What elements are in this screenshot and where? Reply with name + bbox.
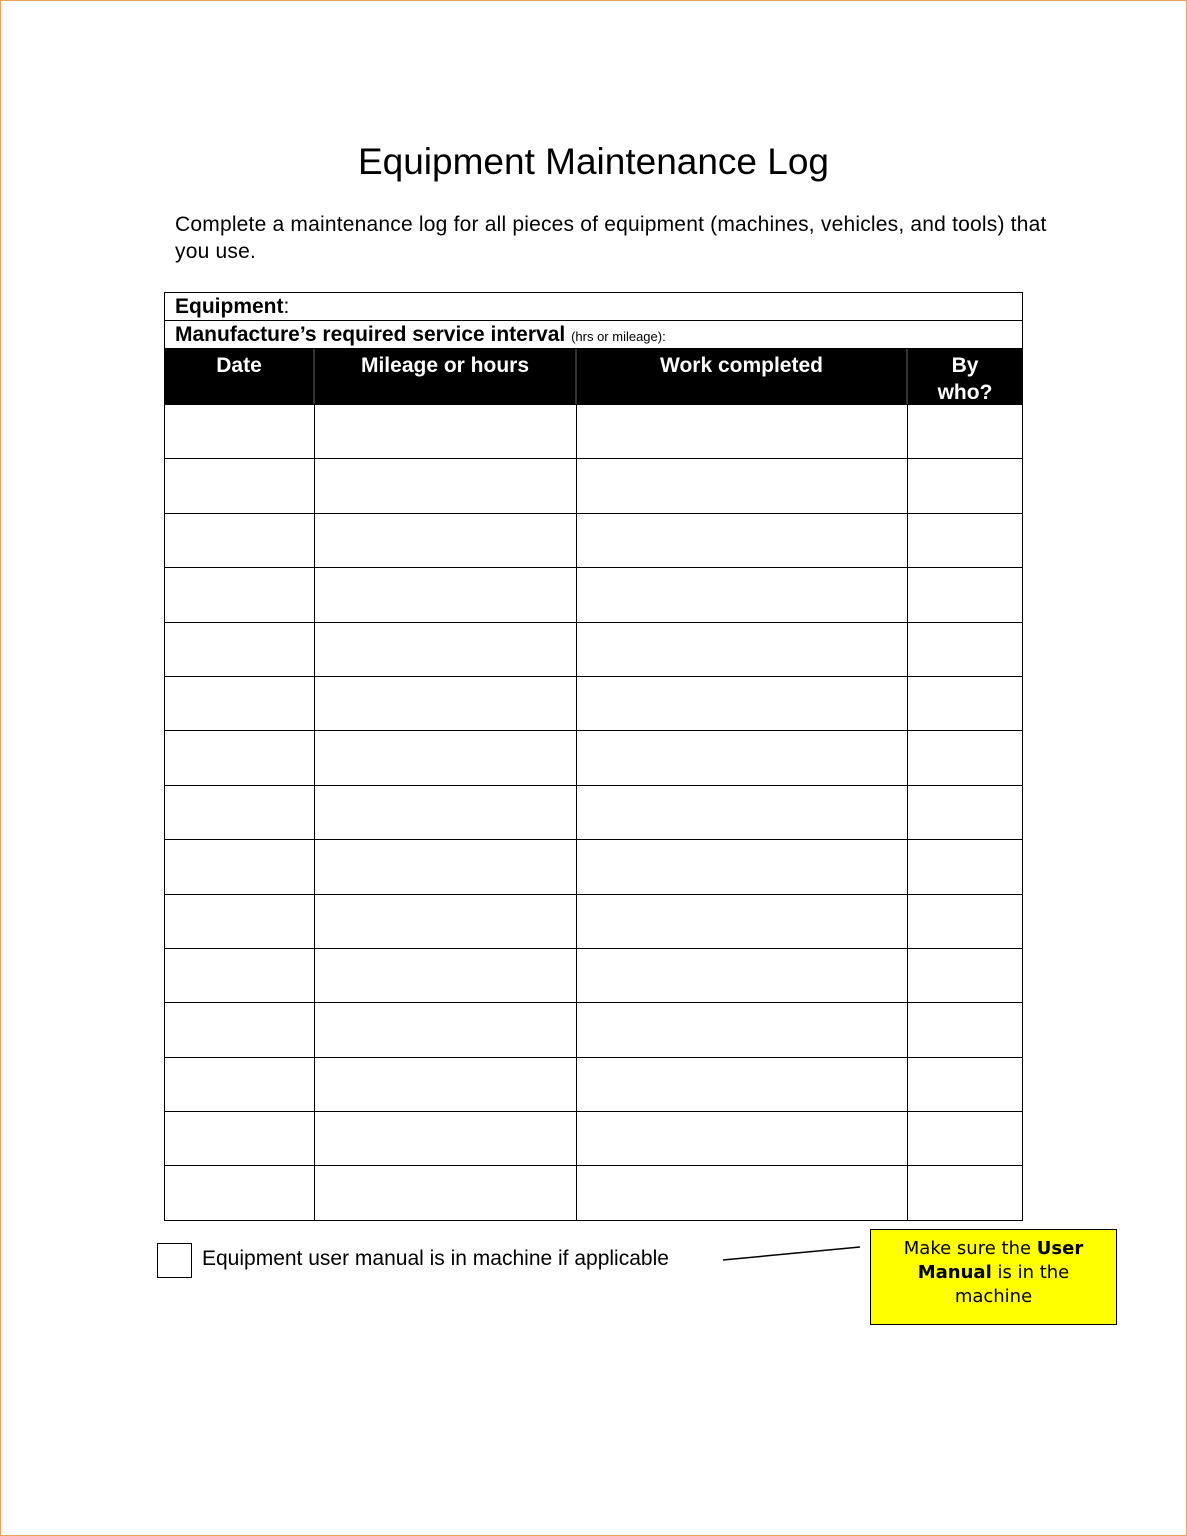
equipment-colon: : xyxy=(283,295,290,318)
by-who-cell[interactable] xyxy=(908,677,1022,730)
by-who-cell[interactable] xyxy=(908,731,1022,784)
table-row xyxy=(165,567,1022,621)
note-bold-manual: Manual xyxy=(917,1262,992,1283)
date-cell[interactable] xyxy=(165,1166,315,1219)
by-who-cell[interactable] xyxy=(908,459,1022,512)
user-manual-note xyxy=(870,1229,1117,1325)
table-row xyxy=(165,948,1022,1002)
work-cell[interactable] xyxy=(577,786,908,839)
date-cell[interactable] xyxy=(165,840,315,893)
by-who-cell[interactable] xyxy=(908,1003,1022,1056)
by-who-cell[interactable] xyxy=(908,514,1022,567)
service-interval-label: Manufacture’s required service interval xyxy=(175,323,566,346)
date-cell[interactable] xyxy=(165,514,315,567)
date-cell[interactable] xyxy=(165,1058,315,1111)
mileage-cell[interactable] xyxy=(315,1058,577,1111)
equipment-row[interactable] xyxy=(165,293,1022,321)
table-row xyxy=(165,622,1022,676)
mileage-cell[interactable] xyxy=(315,568,577,621)
by-who-cell[interactable] xyxy=(908,568,1022,621)
intro-text: Complete a maintenance log for all pieces of equipment (machines, vehicles, and tools) that you use. xyxy=(175,213,1047,263)
table-row xyxy=(165,785,1022,839)
by-who-cell[interactable] xyxy=(908,405,1022,458)
by-who-cell[interactable] xyxy=(908,1058,1022,1111)
work-cell[interactable] xyxy=(577,623,908,676)
mileage-cell[interactable] xyxy=(315,459,577,512)
work-cell[interactable] xyxy=(577,731,908,784)
date-cell[interactable] xyxy=(165,568,315,621)
date-cell[interactable] xyxy=(165,731,315,784)
note-text-1: Make sure the xyxy=(903,1238,1037,1259)
mileage-cell[interactable] xyxy=(315,895,577,948)
table-row xyxy=(165,839,1022,893)
mileage-cell[interactable] xyxy=(315,840,577,893)
date-cell[interactable] xyxy=(165,405,315,458)
mileage-cell[interactable] xyxy=(315,949,577,1002)
table-row xyxy=(165,1057,1022,1111)
table-row xyxy=(165,730,1022,784)
service-interval-note: (hrs or mileage): xyxy=(571,329,666,344)
mileage-cell[interactable] xyxy=(315,1166,577,1219)
mileage-cell[interactable] xyxy=(315,1112,577,1165)
mileage-cell[interactable] xyxy=(315,514,577,567)
service-interval-row[interactable] xyxy=(165,321,1022,349)
page-title: Equipment Maintenance Log xyxy=(357,141,830,182)
table-row xyxy=(165,513,1022,567)
table-row xyxy=(165,676,1022,730)
table-row xyxy=(165,894,1022,948)
mileage-cell[interactable] xyxy=(315,731,577,784)
date-cell[interactable] xyxy=(165,786,315,839)
mileage-cell[interactable] xyxy=(315,1003,577,1056)
column-header-date: Date xyxy=(165,349,315,404)
work-cell[interactable] xyxy=(577,840,908,893)
date-cell[interactable] xyxy=(165,895,315,948)
column-header-mileage: Mileage or hours xyxy=(315,349,577,404)
table-header xyxy=(165,349,1022,404)
mileage-cell[interactable] xyxy=(315,623,577,676)
by-who-text: By who? xyxy=(937,354,993,404)
note-text-3: machine xyxy=(954,1286,1033,1307)
table-row xyxy=(165,458,1022,512)
work-cell[interactable] xyxy=(577,1058,908,1111)
manual-checkbox[interactable] xyxy=(157,1243,192,1278)
mileage-cell[interactable] xyxy=(315,786,577,839)
table-row xyxy=(165,1165,1022,1219)
mileage-cell[interactable] xyxy=(315,405,577,458)
date-cell[interactable] xyxy=(165,623,315,676)
work-cell[interactable] xyxy=(577,949,908,1002)
table-row xyxy=(165,1002,1022,1056)
table-row xyxy=(165,1111,1022,1165)
column-header-by-who xyxy=(908,349,1022,404)
by-who-cell[interactable] xyxy=(908,623,1022,676)
date-cell[interactable] xyxy=(165,459,315,512)
manual-checkbox-label: Equipment user manual is in machine if applicable xyxy=(202,1247,669,1270)
by-who-cell[interactable] xyxy=(908,949,1022,1002)
work-cell[interactable] xyxy=(577,1112,908,1165)
work-cell[interactable] xyxy=(577,1003,908,1056)
by-who-cell[interactable] xyxy=(908,840,1022,893)
table-body xyxy=(165,404,1022,1220)
work-cell[interactable] xyxy=(577,514,908,567)
by-who-cell[interactable] xyxy=(908,895,1022,948)
callout-connector-line xyxy=(720,1240,865,1270)
by-who-cell[interactable] xyxy=(908,1166,1022,1219)
work-cell[interactable] xyxy=(577,895,908,948)
column-header-work: Work completed xyxy=(577,349,908,404)
work-cell[interactable] xyxy=(577,568,908,621)
mileage-cell[interactable] xyxy=(315,677,577,730)
date-cell[interactable] xyxy=(165,677,315,730)
note-bold-user: User xyxy=(1036,1238,1084,1259)
work-cell[interactable] xyxy=(577,677,908,730)
maintenance-log-table xyxy=(164,292,1023,1221)
date-cell[interactable] xyxy=(165,1112,315,1165)
equipment-label: Equipment xyxy=(175,295,284,318)
by-who-cell[interactable] xyxy=(908,1112,1022,1165)
date-cell[interactable] xyxy=(165,1003,315,1056)
note-text-2: is in the xyxy=(991,1262,1070,1283)
date-cell[interactable] xyxy=(165,949,315,1002)
by-who-cell[interactable] xyxy=(908,786,1022,839)
work-cell[interactable] xyxy=(577,1166,908,1219)
work-cell[interactable] xyxy=(577,405,908,458)
work-cell[interactable] xyxy=(577,459,908,512)
table-row xyxy=(165,404,1022,458)
